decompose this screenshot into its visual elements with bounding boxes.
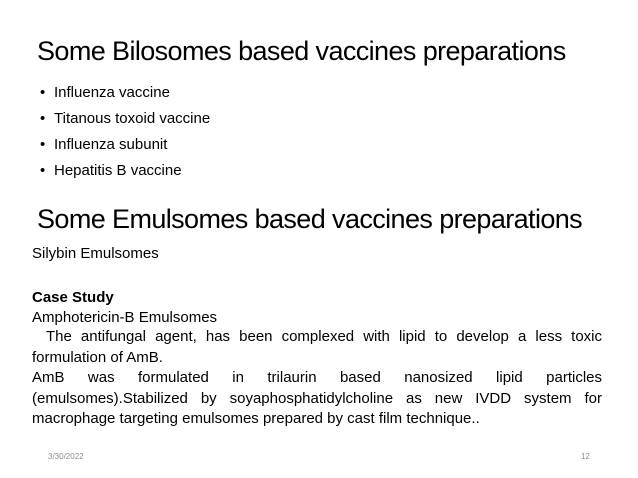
page-number: 12 xyxy=(581,452,590,461)
bullet-icon: • xyxy=(40,136,46,153)
list-item xyxy=(40,136,210,162)
emulsomes-subtitle: Silybin Emulsomes xyxy=(32,245,159,262)
paragraph-formulation: AmB was formulated in trilaurin based nanosized lipid particles (emulsomes).Stabilized by soyaphosphatidylcholine as new IVDD system for macrophage targeting emulsomes prepared by cast film technique.. xyxy=(32,369,602,427)
bullet-icon: • xyxy=(40,162,46,179)
bilosome-vaccine-list xyxy=(40,84,210,188)
emulsomes-title: Some Emulsomes based vaccines preparations xyxy=(37,204,583,234)
bilosomes-title: Some Bilosomes based vaccines preparations xyxy=(37,36,566,66)
list-item xyxy=(40,162,210,188)
case-study-heading: Case Study xyxy=(32,289,114,306)
footer-date: 3/30/2022 xyxy=(48,452,84,461)
paragraph-antifungal: The antifungal agent, has been complexed with lipid to develop a less toxic formulation of AmB. xyxy=(32,328,602,366)
list-item-label: Influenza vaccine xyxy=(54,84,170,101)
list-item-label: Hepatitis B vaccine xyxy=(54,162,182,179)
case-study-body xyxy=(32,327,602,430)
drug-name: Amphotericin-B Emulsomes xyxy=(32,309,218,326)
list-item-label: Influenza subunit xyxy=(54,136,168,153)
list-item xyxy=(40,110,210,136)
bullet-icon: • xyxy=(40,84,46,101)
bullet-icon: • xyxy=(40,110,46,127)
list-item xyxy=(40,84,210,110)
list-item-label: Titanous toxoid vaccine xyxy=(54,110,211,127)
